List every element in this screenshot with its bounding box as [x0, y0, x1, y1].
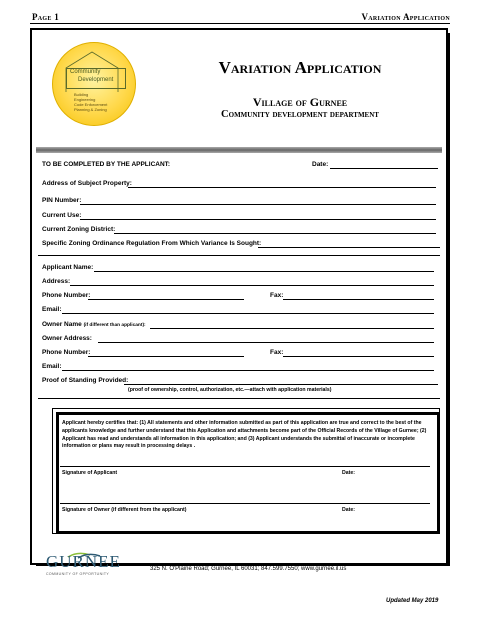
signature-owner-label: Signature of Owner (if different from the applicant) [62, 507, 187, 513]
page-title: Variation Application [218, 58, 382, 77]
updated-date: Updated May 2019 [386, 598, 439, 604]
current-zoning-district-field[interactable] [114, 233, 436, 234]
address-label: Address: [42, 278, 71, 285]
applicant-heading: TO BE COMPLETED BY THE APPLICANT: [42, 161, 171, 168]
owner-email-field[interactable] [62, 370, 434, 371]
signature-applicant-label: Signature of Applicant [62, 470, 118, 476]
logo-text-community: Community [70, 69, 101, 75]
applicant-name-field[interactable] [94, 271, 434, 272]
email-field[interactable] [62, 313, 434, 314]
section-divider [38, 398, 440, 399]
address-of-subject-property-field[interactable] [128, 187, 436, 188]
fax-label: Fax: [270, 292, 284, 299]
email-label: Email: [42, 306, 62, 313]
logo-service: Planning & Zoning [74, 107, 107, 112]
applicant-name-label: Applicant Name: [42, 264, 94, 271]
village-title: Village of Gurnee [252, 95, 348, 109]
divider-bar [36, 147, 442, 153]
logo-service: Code Enforcement [74, 102, 108, 107]
signature-applicant-line[interactable] [60, 466, 430, 467]
owner-phone-label: Phone Number: [42, 349, 91, 356]
current-use-field[interactable] [80, 219, 436, 220]
logo-service: Building [74, 92, 89, 97]
gurnee-wordmark: GURNEE [46, 552, 121, 571]
field-label: Current Zoning District: [42, 226, 116, 233]
field-label: Address of Subject Property: [42, 180, 132, 187]
zoning-regulation-field[interactable] [258, 247, 440, 248]
header-rule [30, 23, 450, 24]
logo-service: Engineering [74, 97, 96, 102]
department-title: Community development department [221, 109, 379, 120]
proof-note: (proof of ownership, control, authorization, etc.—attach with application materials) [128, 387, 332, 393]
owner-fax-label: Fax: [270, 349, 284, 356]
owner-email-label: Email: [42, 363, 62, 370]
owner-name-text: Owner Name [42, 321, 82, 328]
field-label: PIN Number: [42, 197, 82, 204]
owner-address-field[interactable] [98, 342, 434, 343]
fax-field[interactable] [283, 299, 434, 300]
signature-owner-line[interactable] [60, 503, 430, 504]
page-number: Page 1 [32, 12, 60, 22]
gurnee-tagline: COMMUNITY OF OPPORTUNITY [46, 572, 110, 576]
owner-phone-field[interactable] [88, 356, 244, 357]
signature-owner-date-label: Date: [342, 507, 355, 513]
proof-label: Proof of Standing Provided: [42, 377, 129, 384]
phone-label: Phone Number: [42, 292, 91, 299]
proof-field[interactable] [124, 384, 438, 385]
date-field[interactable] [330, 168, 438, 169]
logo-services [74, 92, 107, 112]
owner-name-note: (if different than applicant): [83, 323, 146, 328]
footer-address: 325 N. O'Plaine Road; Gurnee, IL 60031; 847.599.7550; www.gurnee.il.us [150, 566, 347, 572]
owner-name-label [42, 321, 146, 328]
section-divider [38, 255, 440, 256]
date-label: Date: [312, 161, 329, 168]
document-name: Variation Application [361, 12, 450, 22]
address-field[interactable] [70, 285, 434, 286]
field-label: Specific Zoning Ordinance Regulation From Which Variance Is Sought: [42, 240, 262, 247]
logo-text-development: Development [78, 77, 114, 83]
phone-field[interactable] [88, 299, 244, 300]
owner-fax-field[interactable] [283, 356, 434, 357]
pin-number-field[interactable] [80, 204, 436, 205]
signature-applicant-date-label: Date: [342, 470, 355, 476]
owner-address-label: Owner Address: [42, 335, 92, 342]
field-label: Current Use: [42, 212, 82, 219]
certification-text: Applicant hereby certifies that: (1) All statements and other information submitted as part of this application are true and correct to the best of the applicants knowledge and further understand that this Application and attachments become part of the Official Records of the Village of Gurnee; (2) Applicant has read and understands all information in this application; and (3) Applicant understands the submittal of inaccurate or incomplete information or plans may result in processing delays . [62, 420, 427, 450]
owner-name-field[interactable] [150, 328, 434, 329]
